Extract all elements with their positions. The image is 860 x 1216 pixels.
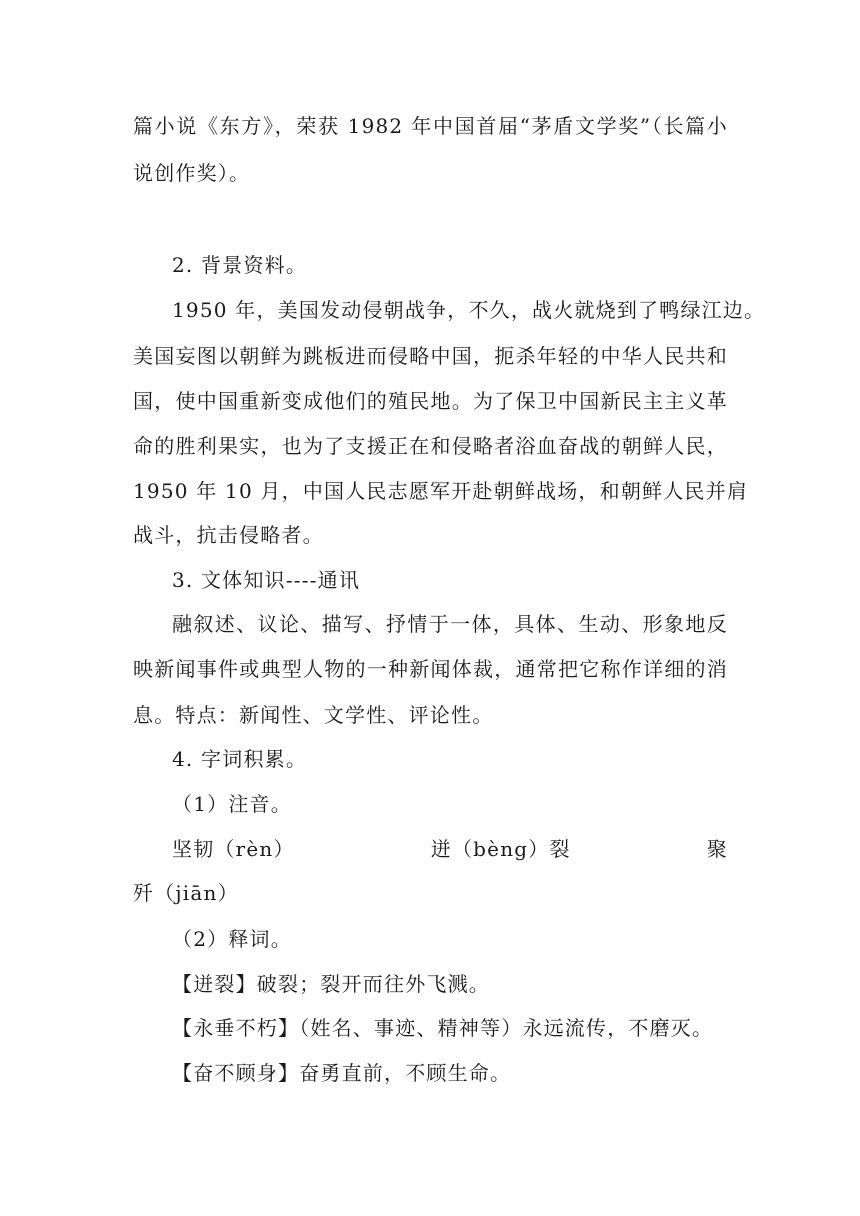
paragraph-line: 息。特点：新闻性、文学性、评论性。 [133, 703, 494, 727]
section-heading-background: 2. 背景资料。 [172, 253, 308, 277]
subheading-definitions: （2）释词。 [172, 927, 292, 951]
pinyin-item: 迸（bèng）裂 [430, 837, 571, 861]
paragraph-line: 命的胜利果实，也为了支援正在和侵略者浴血奋战的朝鲜人民， [133, 434, 728, 458]
paragraph-line: 映新闻事件或典型人物的一种新闻体裁，通常把它称作详细的消 [133, 657, 728, 681]
paragraph-line: 融叙述、议论、描写、抒情于一体，具体、生动、形象地反 [172, 612, 728, 636]
paragraph-line: 1950 年，美国发动侵朝战争，不久，战火就烧到了鸭绿江边。 [172, 298, 766, 322]
pinyin-item-wrap: 歼（jiān） [133, 881, 239, 905]
paragraph-line: 国，使中国重新变成他们的殖民地。为了保卫中国新民主主义革 [133, 389, 728, 413]
paragraph-line: 1950 年 10 月，中国人民志愿军开赴朝鲜战场，和朝鲜人民并肩 [133, 479, 749, 503]
pinyin-item: 坚韧（rèn） [172, 837, 295, 861]
definition-item: 【奋不顾身】奋勇直前，不顾生命。 [172, 1061, 512, 1085]
section-heading-genre: 3. 文体知识----通讯 [172, 568, 361, 592]
intro-line-1: 篇小说《东方》，荣获 1982 年中国首届“茅盾文学奖”（长篇小 [133, 114, 728, 138]
pinyin-item: 聚 [706, 837, 728, 861]
pinyin-row [172, 835, 728, 863]
paragraph-line: 美国妄图以朝鲜为跳板进而侵略中国，扼杀年轻的中华人民共和 [133, 344, 728, 368]
definition-item: 【迸裂】破裂；裂开而往外飞溅。 [172, 972, 490, 996]
intro-line-2: 说创作奖）。 [133, 161, 251, 185]
paragraph-line: 战斗，抗击侵略者。 [133, 523, 324, 547]
section-heading-vocab: 4. 字词积累。 [172, 747, 308, 771]
subheading-pinyin: （1）注音。 [172, 792, 292, 816]
definition-item: 【永垂不朽】（姓名、事迹、精神等）永远流传，不磨灭。 [172, 1016, 714, 1040]
